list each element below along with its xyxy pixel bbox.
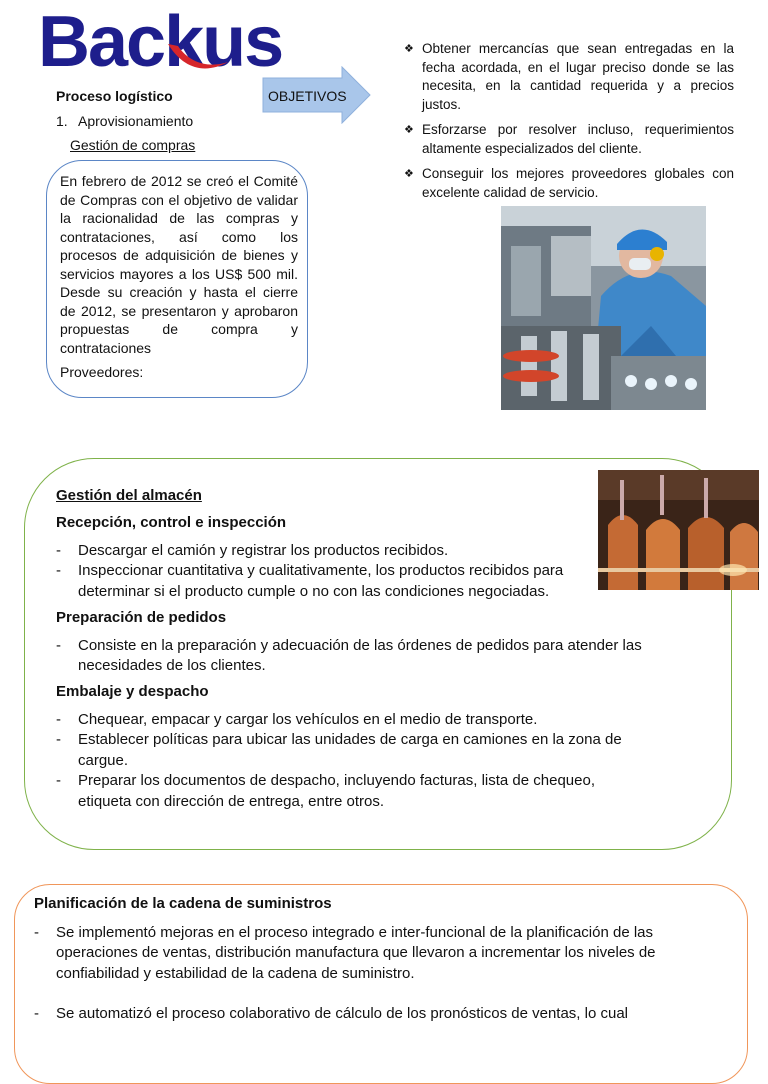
planificacion-heading: Planificación de la cadena de suministros bbox=[34, 895, 332, 912]
planificacion-list bbox=[34, 923, 704, 1025]
diamond-bullet-icon: ❖ bbox=[404, 43, 414, 55]
objective-item bbox=[404, 165, 734, 202]
planificacion-section bbox=[34, 894, 704, 1045]
diamond-bullet-icon: ❖ bbox=[404, 168, 414, 180]
compras-paragraph: En febrero de 2012 se creó el Comité de Compras con el objetivo de validar la racionalidad de las compras y contrataciones, así como los procesos de adquisición de bienes y servicios mayores a los US$ 500 mil. Desde su creación y hasta el cierre de 2012, se presentaron y aprobaron propuestas de compra y contrataciones bbox=[60, 173, 298, 356]
list-item: - Inspeccionar cuantitativa y cualitativamente, los productos recibidos para determinar si el producto cumple o no con las condiciones negociadas. bbox=[56, 562, 564, 600]
preparacion-list bbox=[56, 636, 646, 677]
recepcion-section bbox=[56, 513, 646, 602]
list-item: - Preparar los documentos de despacho, incluyendo facturas, lista de chequeo, etiqueta con dirección de entrega, entre otros. bbox=[56, 772, 595, 810]
preparacion-heading: Preparación de pedidos bbox=[56, 609, 227, 626]
list-item: - Se implementó mejoras en el proceso integrado e inter-funcional de la planificación de las operaciones de ventas, distribución manufactura que llevaron a incrementar los niveles de confiabilidad y estabilidad de la cadena de suministro. bbox=[34, 923, 656, 982]
list-item: - Establecer políticas para ubicar las unidades de carga en camiones en la zona de cargue. bbox=[56, 731, 622, 769]
list-item: - Chequear, empacar y cargar los vehículos en el medio de transporte. bbox=[56, 710, 538, 728]
logo-text: Backus bbox=[38, 2, 283, 82]
objective-item bbox=[404, 121, 734, 158]
list-item: - Descargar el camión y registrar los productos recibidos. bbox=[56, 541, 449, 559]
list-item: - Se automatizó el proceso colaborativo de cálculo de los pronósticos de ventas, lo cual bbox=[34, 1005, 628, 1022]
logo-swoosh-icon bbox=[166, 40, 236, 76]
objective-text: Conseguir los mejores proveedores globales con excelente calidad de servicio. bbox=[422, 166, 734, 200]
diamond-bullet-icon: ❖ bbox=[404, 124, 414, 136]
recepcion-heading: Recepción, control e inspección bbox=[56, 514, 287, 531]
recepcion-list bbox=[56, 541, 596, 603]
gestion-compras-subtitle: Gestión de compras bbox=[70, 137, 196, 153]
item-label: Aprovisionamiento bbox=[78, 113, 194, 129]
preparacion-section bbox=[56, 608, 646, 677]
backus-logo bbox=[38, 2, 283, 82]
embalaje-section bbox=[56, 682, 646, 812]
embalaje-list bbox=[56, 710, 636, 813]
ordered-list-item bbox=[56, 113, 193, 129]
list-item: - Consiste en la preparación y adecuación de las órdenes de pedidos para atender las necesidades de los clientes. bbox=[56, 636, 642, 674]
item-number: 1. bbox=[56, 113, 68, 129]
objective-text: Obtener mercancías que sean entregadas en la fecha acordada, en el lugar preciso donde se las necesita, en la cantidad requerida y a precios justos. bbox=[422, 41, 734, 112]
objetivos-label: OBJETIVOS bbox=[268, 88, 347, 104]
proceso-title: Proceso logístico bbox=[56, 88, 173, 104]
objectives-list bbox=[404, 40, 734, 209]
objective-item bbox=[404, 40, 734, 114]
proveedores-label: Proveedores: bbox=[60, 364, 144, 380]
embalaje-heading: Embalaje y despacho bbox=[56, 683, 209, 700]
objective-text: Esforzarse por resolver incluso, requerimientos altamente especializados del cliente. bbox=[422, 122, 734, 156]
almacen-heading: Gestión del almacén bbox=[56, 487, 202, 504]
almacen-title bbox=[56, 486, 646, 507]
worker-photo bbox=[501, 206, 706, 410]
